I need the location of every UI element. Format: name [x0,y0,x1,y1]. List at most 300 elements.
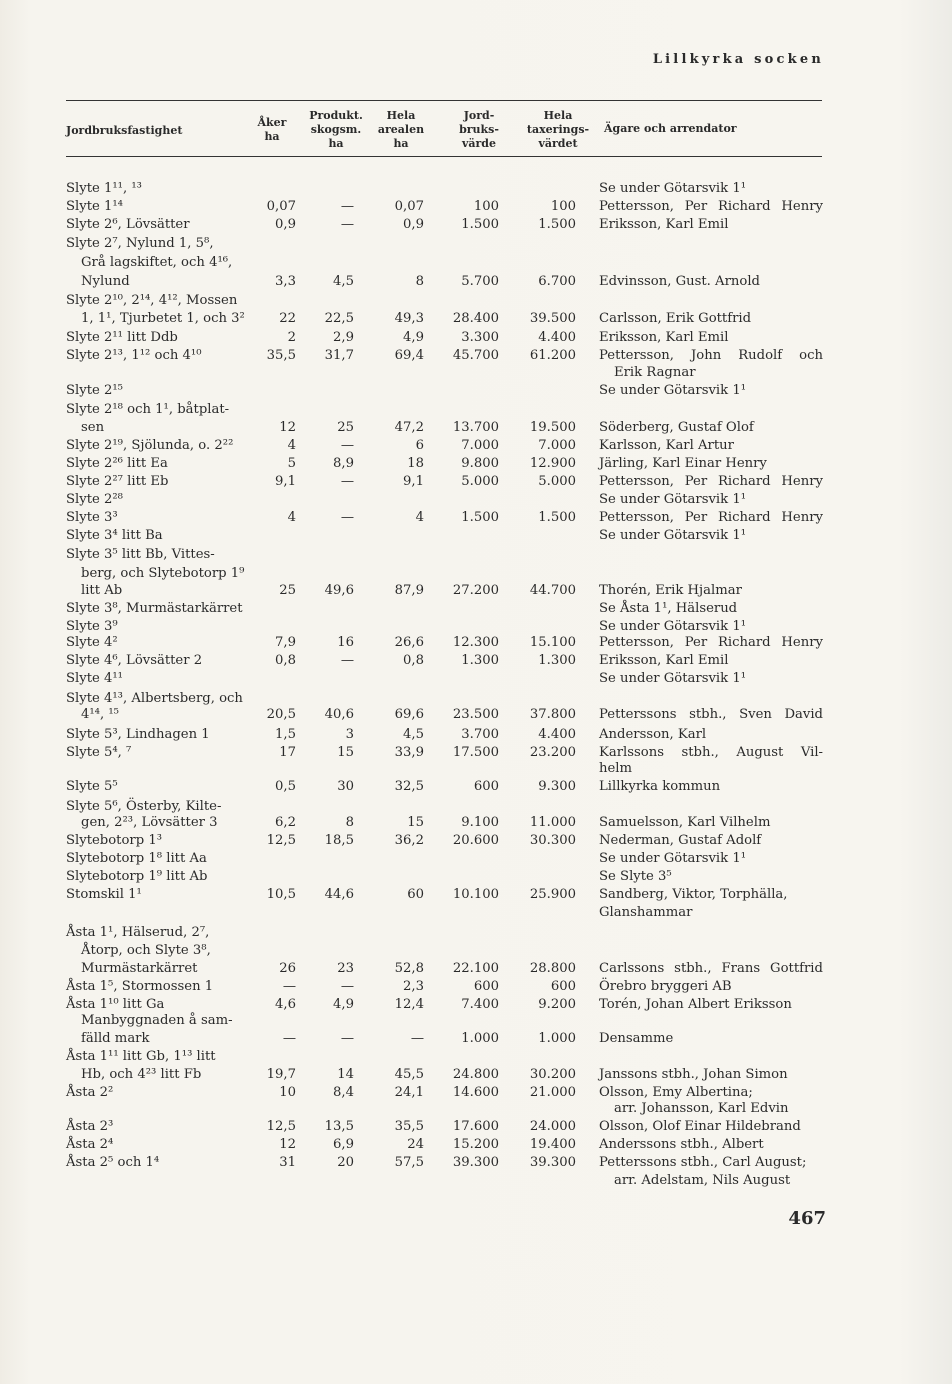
owner-word: Henry [781,635,823,650]
jordbruksvarde-cell: 17.500 [452,745,499,760]
hela-arealen-cell: 49,3 [394,311,424,326]
owner-cell: Eriksson, Karl Emil [599,217,729,232]
owner-cell: Eriksson, Karl Emil [599,330,729,345]
hela-arealen-cell: 24,1 [394,1085,424,1100]
produkt-cell: — [340,653,354,668]
property-cell: berg, och Slytebotorp 1⁹ [81,566,245,581]
jordbruksvarde-cell: 100 [473,199,499,214]
table-row [0,634,952,652]
aker-cell: 6,2 [275,815,296,830]
property-cell: Åsta 1¹⁰ litt Ga [66,997,165,1012]
produkt-cell: 25 [337,420,354,435]
property-cell: Stomskil 1¹ [66,887,142,902]
owner-cell: Samuelsson, Karl Vilhelm [599,815,771,830]
produkt-cell: — [340,199,354,214]
jordbruksvarde-cell: 600 [473,779,499,794]
owner-word: Karlssons [599,745,664,760]
owner-cell: Janssons stbh., Johan Simon [599,1067,788,1082]
owner-word: Per [684,635,708,650]
property-cell: Slyte 3⁸, Murmästarkärret [66,601,243,616]
jordbruksvarde-cell: 28.400 [452,311,499,326]
aker-cell: 25 [279,583,296,598]
taxeringsvardet-cell: 7.000 [538,438,576,453]
jordbruksvarde-cell: 7.400 [461,997,499,1012]
property-cell: Slyte 2¹¹ litt Ddb [66,330,178,345]
aker-cell: 12,5 [266,833,296,848]
owner-cell: Anderssons stbh., Albert [599,1137,764,1152]
aker-cell: 4 [287,438,296,453]
property-cell: Slyte 5³, Lindhagen 1 [66,727,210,742]
table-row [0,292,952,310]
produkt-cell: — [340,979,354,994]
header-top-rule [66,100,822,101]
owner-word: stbh., [681,745,719,760]
taxeringsvardet-cell: 21.000 [529,1085,576,1100]
jordbruksvarde-cell: 7.000 [461,438,499,453]
jordbruksvarde-cell: 5.000 [461,474,499,489]
jordbruksvarde-cell: 1.500 [461,510,499,525]
aker-cell: 9,1 [275,474,296,489]
produkt-cell: 14 [337,1067,354,1082]
header-produkt: Produkt. skogsm. ha [309,109,363,150]
table-row [0,565,952,583]
owner-word: stbh., [689,707,727,722]
owner-cell [599,198,823,216]
table-row [0,527,952,545]
hela-arealen-cell: — [410,1031,424,1046]
produkt-cell: 22,5 [324,311,354,326]
jordbruksvarde-cell: 1.300 [461,653,499,668]
table-row [0,310,952,328]
taxeringsvardet-cell: 9.200 [538,997,576,1012]
property-cell: Slytebotorp 1⁸ litt Aa [66,851,207,866]
property-cell: 1, 1¹, Tjurbetet 1, och 3² [81,311,245,326]
produkt-cell: 18,5 [324,833,354,848]
produkt-cell: 44,6 [324,887,354,902]
property-cell: Slyte 2²⁸ [66,492,123,507]
produkt-cell: 49,6 [324,583,354,598]
property-cell: Åsta 1⁵, Stormossen 1 [66,979,214,994]
header-jordbruksvarde: Jord- bruks- värde [459,109,499,150]
owner-cell: Glanshammar [599,905,693,920]
owner-word: August [736,745,784,760]
table-row [0,924,952,942]
property-cell: Åsta 2³ [66,1119,114,1134]
header-aker: Åker ha [257,116,287,143]
taxeringsvardet-cell: 11.000 [529,815,576,830]
hela-arealen-cell: 4 [415,510,424,525]
owner-cell [599,347,823,365]
owner-cell: Lillkyrka kommun [599,779,721,794]
taxeringsvardet-cell: 30.200 [529,1067,576,1082]
taxeringsvardet-cell: 30.300 [529,833,576,848]
property-cell: 4¹⁴, ¹⁵ [81,707,119,722]
taxeringsvardet-cell: 600 [550,979,576,994]
owner-cell: arr. Adelstam, Nils August [614,1173,791,1188]
taxeringsvardet-cell: 23.200 [529,745,576,760]
owner-word: Henry [781,510,823,525]
aker-cell: 26 [279,961,296,976]
hela-arealen-cell: 2,3 [403,979,424,994]
aker-cell: 0,5 [275,779,296,794]
owner-cell [599,706,823,724]
owner-cell: Karlsson, Karl Artur [599,438,734,453]
property-cell: Slytebotorp 1³ [66,833,163,848]
table-row [0,760,952,778]
produkt-cell: 3 [345,727,354,742]
jordbruksvarde-cell: 27.200 [452,583,499,598]
hela-arealen-cell: 45,5 [394,1067,424,1082]
owner-cell: Järling, Karl Einar Henry [599,456,767,471]
table-row [0,1154,952,1172]
hela-arealen-cell: 32,5 [394,779,424,794]
owner-word: Richard [717,510,771,525]
taxeringsvardet-cell: 19.500 [529,420,576,435]
header-property: Jordbruksfastighet [66,124,183,137]
table-row [0,364,952,382]
table-row [0,904,952,922]
owner-cell: Edvinsson, Gust. Arnold [599,274,760,289]
aker-cell: — [282,1031,296,1046]
property-cell: Slyte 4¹¹ [66,671,123,686]
table-row [0,1066,952,1084]
taxeringsvardet-cell: 61.200 [529,348,576,363]
owner-word: Pettersson, [599,474,674,489]
hela-arealen-cell: 26,6 [394,635,424,650]
property-cell: Slyte 2¹⁰, 2¹⁴, 4¹², Mossen [66,293,238,308]
owner-cell: Olsson, Olof Einar Hildebrand [599,1119,801,1134]
hela-arealen-cell: 69,4 [394,348,424,363]
produkt-cell: 4,9 [333,997,354,1012]
owner-word: Pettersson, [599,510,674,525]
property-cell: Slyte 1¹⁴ [66,199,123,214]
hela-arealen-cell: 35,5 [394,1119,424,1134]
table-row [0,382,952,400]
aker-cell: 7,9 [275,635,296,650]
taxeringsvardet-cell: 28.800 [529,961,576,976]
owner-cell: Se under Götarsvik 1¹ [599,528,746,543]
taxeringsvardet-cell: 44.700 [529,583,576,598]
header-taxeringsvardet: Hela taxerings- värdet [526,109,590,150]
taxeringsvardet-cell: 15.100 [529,635,576,650]
table-row [0,509,952,527]
owner-word: Vil- [800,745,823,760]
aker-cell: — [282,979,296,994]
property-cell: Slyte 5⁵ [66,779,118,794]
header-bottom-rule [66,156,822,157]
property-cell: Åsta 1¹, Hälserud, 2⁷, [66,925,210,940]
taxeringsvardet-cell: 1.500 [538,510,576,525]
aker-cell: 35,5 [266,348,296,363]
table-row [0,180,952,198]
jordbruksvarde-cell: 22.100 [452,961,499,976]
table-row [0,1118,952,1136]
table-row [0,1048,952,1066]
hela-arealen-cell: 15 [407,815,424,830]
table-row [0,778,952,796]
produkt-cell: 8,4 [333,1085,354,1100]
table-row [0,254,952,272]
header-agare: Ägare och arrendator [604,122,737,135]
property-cell: Åsta 1¹¹ litt Gb, 1¹³ litt [66,1049,216,1064]
property-cell: Hb, och 4²³ litt Fb [81,1067,202,1082]
owner-cell: Nederman, Gustaf Adolf [599,833,762,848]
aker-cell: 0,9 [275,217,296,232]
aker-cell: 0,07 [266,199,296,214]
property-cell: Åsta 2² [66,1085,114,1100]
owner-word: Richard [717,199,771,214]
hela-arealen-cell: 57,5 [394,1155,424,1170]
owner-cell: helm [599,761,633,776]
property-cell: Slyte 3⁴ litt Ba [66,528,163,543]
property-cell: Slyte 5⁴, ⁷ [66,745,132,760]
hela-arealen-cell: 69,6 [394,707,424,722]
hela-arealen-cell: 24 [407,1137,424,1152]
produkt-cell: 2,9 [333,330,354,345]
table-row [0,942,952,960]
owner-word: Henry [781,474,823,489]
taxeringsvardet-cell: 39.500 [529,311,576,326]
owner-cell: Andersson, Karl [599,727,707,742]
owner-word: Rudolf [738,348,783,363]
taxeringsvardet-cell: 1.000 [538,1031,576,1046]
taxeringsvardet-cell: 100 [550,199,576,214]
owner-cell: Olsson, Emy Albertina; [599,1085,753,1100]
table-row [0,401,952,419]
hela-arealen-cell: 87,9 [394,583,424,598]
property-cell: Slyte 2¹³, 1¹² och 4¹⁰ [66,348,202,363]
produkt-cell: — [340,1031,354,1046]
jordbruksvarde-cell: 10.100 [452,887,499,902]
owner-cell: Örebro bryggeri AB [599,979,732,994]
owner-cell: Se under Götarsvik 1¹ [599,619,746,634]
aker-cell: 20,5 [266,707,296,722]
owner-cell [599,960,823,978]
property-cell: Slyte 1¹¹, ¹³ [66,181,142,196]
owner-cell: Carlsson, Erik Gottfrid [599,311,752,326]
produkt-cell: 31,7 [324,348,354,363]
aker-cell: 3,3 [275,274,296,289]
owner-word: David [784,707,823,722]
table-row [0,273,952,291]
table-row [0,960,952,978]
table-row [0,886,952,904]
hela-arealen-cell: 18 [407,456,424,471]
aker-cell: 31 [279,1155,296,1170]
jordbruksvarde-cell: 600 [473,979,499,994]
table-row [0,832,952,850]
property-cell: Murmästarkärret [81,961,198,976]
owner-word: John [690,348,722,363]
owner-word: Gottfrid [770,961,823,976]
jordbruksvarde-cell: 23.500 [452,707,499,722]
property-cell: Slyte 4⁶, Lövsätter 2 [66,653,203,668]
aker-cell: 10,5 [266,887,296,902]
hela-arealen-cell: 4,5 [403,727,424,742]
hela-arealen-cell: 60 [407,887,424,902]
property-cell: Slyte 3⁹ [66,619,118,634]
owner-cell: Se under Götarsvik 1¹ [599,851,746,866]
property-cell: litt Ab [81,583,123,598]
table-row [0,473,952,491]
taxeringsvardet-cell: 9.300 [538,779,576,794]
hela-arealen-cell: 33,9 [394,745,424,760]
hela-arealen-cell: 47,2 [394,420,424,435]
table-row [0,1172,952,1190]
owner-cell [599,634,823,652]
produkt-cell: 4,5 [333,274,354,289]
property-cell: Åsta 2⁴ [66,1137,114,1152]
owner-cell: Se under Götarsvik 1¹ [599,492,746,507]
produkt-cell: 20 [337,1155,354,1170]
owner-cell: Densamme [599,1031,674,1046]
jordbruksvarde-cell: 12.300 [452,635,499,650]
owner-cell: Erik Ragnar [614,365,696,380]
hela-arealen-cell: 8 [415,274,424,289]
aker-cell: 2 [287,330,296,345]
table-row [0,652,952,670]
hela-arealen-cell: 0,8 [403,653,424,668]
aker-cell: 4 [287,510,296,525]
taxeringsvardet-cell: 39.300 [529,1155,576,1170]
produkt-cell: — [340,510,354,525]
jordbruksvarde-cell: 14.600 [452,1085,499,1100]
table-row [0,1100,952,1118]
property-cell: Nylund [81,274,130,289]
property-cell: Slytebotorp 1⁹ litt Ab [66,869,208,884]
owner-cell [599,473,823,491]
property-cell: Slyte 3⁵ litt Bb, Vittes- [66,547,215,562]
owner-cell [599,509,823,527]
taxeringsvardet-cell: 6.700 [538,274,576,289]
header-hela-arealen: Hela arealen ha [377,109,425,150]
property-cell: Slyte 2⁷, Nylund 1, 5⁸, [66,236,214,251]
property-cell: Slyte 5⁶, Österby, Kilte- [66,799,222,814]
table-row [0,1012,952,1030]
table-row [0,455,952,473]
aker-cell: 12 [279,1137,296,1152]
owner-word: Richard [717,635,771,650]
hela-arealen-cell: 52,8 [394,961,424,976]
property-cell: fälld mark [81,1031,150,1046]
jordbruksvarde-cell: 3.700 [461,727,499,742]
owner-word: Per [684,474,708,489]
owner-cell: arr. Johansson, Karl Edvin [614,1101,789,1116]
jordbruksvarde-cell: 5.700 [461,274,499,289]
property-cell: Slyte 2¹⁵ [66,383,123,398]
produkt-cell: 23 [337,961,354,976]
property-cell: Slyte 4¹³, Albertsberg, och [66,691,243,706]
taxeringsvardet-cell: 25.900 [529,887,576,902]
aker-cell: 17 [279,745,296,760]
taxeringsvardet-cell: 12.900 [529,456,576,471]
jordbruksvarde-cell: 1.500 [461,217,499,232]
owner-cell: Se under Götarsvik 1¹ [599,181,746,196]
owner-cell: Se Slyte 3⁵ [599,869,672,884]
jordbruksvarde-cell: 20.600 [452,833,499,848]
owner-word: Per [684,510,708,525]
produkt-cell: 15 [337,745,354,760]
produkt-cell: 30 [337,779,354,794]
produkt-cell: 8 [345,815,354,830]
property-cell: Slyte 2¹⁸ och 1¹, båtplat- [66,402,230,417]
owner-cell: Thorén, Erik Hjalmar [599,583,742,598]
property-cell: Slyte 2¹⁹, Sjölunda, o. 2²² [66,438,234,453]
owner-cell: Petterssons stbh., Carl August; [599,1155,807,1170]
running-head: Lillkyrka socken [652,52,824,67]
hela-arealen-cell: 12,4 [394,997,424,1012]
table-row [0,198,952,216]
table-row [0,437,952,455]
property-cell: Slyte 4² [66,635,118,650]
taxeringsvardet-cell: 4.400 [538,330,576,345]
table-row [0,329,952,347]
jordbruksvarde-cell: 39.300 [452,1155,499,1170]
taxeringsvardet-cell: 37.800 [529,707,576,722]
hela-arealen-cell: 4,9 [403,330,424,345]
owner-cell: Torén, Johan Albert Eriksson [599,997,792,1012]
jordbruksvarde-cell: 13.700 [452,420,499,435]
aker-cell: 1,5 [275,727,296,742]
owner-cell: Sandberg, Viktor, Torphälla, [599,887,788,902]
produkt-cell: — [340,217,354,232]
table-row [0,1136,952,1154]
table-row [0,491,952,509]
owner-word: Per [684,199,708,214]
jordbruksvarde-cell: 24.800 [452,1067,499,1082]
table-row [0,546,952,564]
produkt-cell: 6,9 [333,1137,354,1152]
hela-arealen-cell: 9,1 [403,474,424,489]
hela-arealen-cell: 0,07 [394,199,424,214]
property-cell: Slyte 2²⁷ litt Eb [66,474,169,489]
table-row [0,670,952,688]
owner-cell: Se Åsta 1¹, Hälserud [599,601,738,616]
aker-cell: 12 [279,420,296,435]
owner-word: Carlssons [599,961,665,976]
table-row [0,850,952,868]
jordbruksvarde-cell: 15.200 [452,1137,499,1152]
table-row [0,868,952,886]
taxeringsvardet-cell: 5.000 [538,474,576,489]
aker-cell: 22 [279,311,296,326]
jordbruksvarde-cell: 1.000 [461,1031,499,1046]
property-cell: Manbyggnaden å sam- [81,1013,233,1028]
owner-word: Henry [781,199,823,214]
table-row [0,582,952,600]
taxeringsvardet-cell: 19.400 [529,1137,576,1152]
aker-cell: 4,6 [275,997,296,1012]
aker-cell: 10 [279,1085,296,1100]
produkt-cell: 16 [337,635,354,650]
table-row [0,706,952,724]
aker-cell: 5 [287,456,296,471]
produkt-cell: 13,5 [324,1119,354,1134]
produkt-cell: — [340,474,354,489]
owner-word: Pettersson, [599,199,674,214]
hela-arealen-cell: 0,9 [403,217,424,232]
aker-cell: 12,5 [266,1119,296,1134]
aker-cell: 0,8 [275,653,296,668]
table-row [0,600,952,618]
jordbruksvarde-cell: 9.800 [461,456,499,471]
property-cell: Åtorp, och Slyte 3⁸, [81,943,211,958]
owner-cell: Eriksson, Karl Emil [599,653,729,668]
property-cell: Grå lagskiftet, och 4¹⁶, [81,255,233,270]
jordbruksvarde-cell: 9.100 [461,815,499,830]
owner-word: Frans [721,961,761,976]
property-cell: gen, 2²³, Lövsätter 3 [81,815,218,830]
